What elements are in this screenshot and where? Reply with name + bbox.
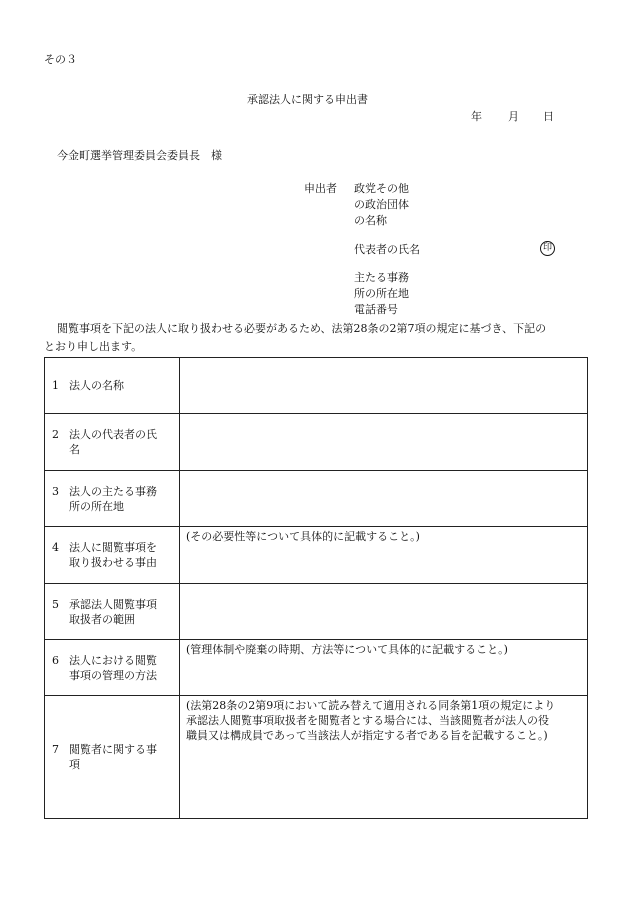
row-note: (管理体制や廃棄の時期、方法等について具体的に記載すること。) [186,643,508,656]
row-number: 2 [52,428,59,441]
row-label [45,696,180,819]
row-label-text: 取扱者の範囲 [69,612,135,626]
addressee: 今金町選挙管理委員会委員長 様 [57,149,222,162]
row-number: 1 [52,379,59,392]
row-label-text: 項 [69,758,80,771]
applicant-label: 申出者 [304,182,337,195]
row-value-field[interactable] [180,696,588,819]
body-text-line: 閲覧事項を下記の法人に取り扱わせる必要があるため、法第28条の2第7項の規定に基づき、下記の [57,322,547,335]
seal-mark: 印 [540,241,555,256]
row-note: 承認法人閲覧事項取扱者を閲覧者とする場合には、当該閲覧者が法人の役 [186,714,549,727]
table-row [45,414,588,471]
row-number: 6 [52,653,59,667]
row-label [45,414,180,471]
form-table [44,357,588,819]
representative-label: 代表者の氏名 [354,243,420,256]
row-value-field[interactable] [180,414,588,471]
row-number: 3 [52,484,59,498]
row-number: 7 [52,743,59,756]
row-label-text: 承認法人閲覧事項 [69,597,157,611]
date-year: 年 [471,110,482,123]
row-number: 4 [52,541,59,554]
row-value-field[interactable] [180,640,588,696]
row-number: 5 [52,597,59,611]
date-day: 日 [543,110,554,123]
table-row [45,640,588,696]
row-value-field[interactable] [180,471,588,527]
table-row [45,584,588,640]
date-month: 月 [508,110,519,123]
table-row [45,471,588,527]
org-name-line: 政党その他 [354,182,409,195]
row-value-field[interactable] [180,527,588,584]
row-label-text: 法人の主たる事務 [69,484,157,498]
page-title: 承認法人に関する申出書 [247,93,368,106]
row-label [45,584,180,640]
row-label-text: 法人の名称 [69,379,124,392]
org-name-line: の名称 [354,214,387,227]
row-label-text: 法人に閲覧事項を [69,541,157,554]
row-note: (法第28条の2第9項において読み替えて適用される同条第1項の規定により [186,699,556,712]
org-name-line: の政治団体 [354,198,409,211]
row-label-text: 名 [69,443,80,456]
row-label-text: 法人における閲覧 [69,653,157,667]
row-note: (その必要性等について具体的に記載すること。) [186,530,420,543]
office-line: 所の所在地 [354,287,409,300]
table-row [45,358,588,414]
office-line: 主たる事務 [354,271,409,284]
sheet-number: その３ [44,53,77,66]
row-label [45,358,180,414]
row-label-text: 法人の代表者の氏 [69,428,157,441]
row-label-text: 閲覧者に関する事 [69,743,157,756]
row-label [45,471,180,527]
row-label-text: 取り扱わせる事由 [69,556,157,569]
row-value-field[interactable] [180,584,588,640]
row-label-text: 事項の管理の方法 [69,668,157,682]
phone-label: 電話番号 [354,303,398,316]
row-label [45,640,180,696]
table-row [45,527,588,584]
row-value-field[interactable] [180,358,588,414]
table-row [45,696,588,819]
body-text-line: とおり申し出ます。 [44,340,143,353]
row-label [45,527,180,584]
row-label-text: 所の所在地 [69,499,124,513]
row-note: 職員又は構成員であって当該法人が指定する者である旨を記載すること。) [186,729,548,742]
